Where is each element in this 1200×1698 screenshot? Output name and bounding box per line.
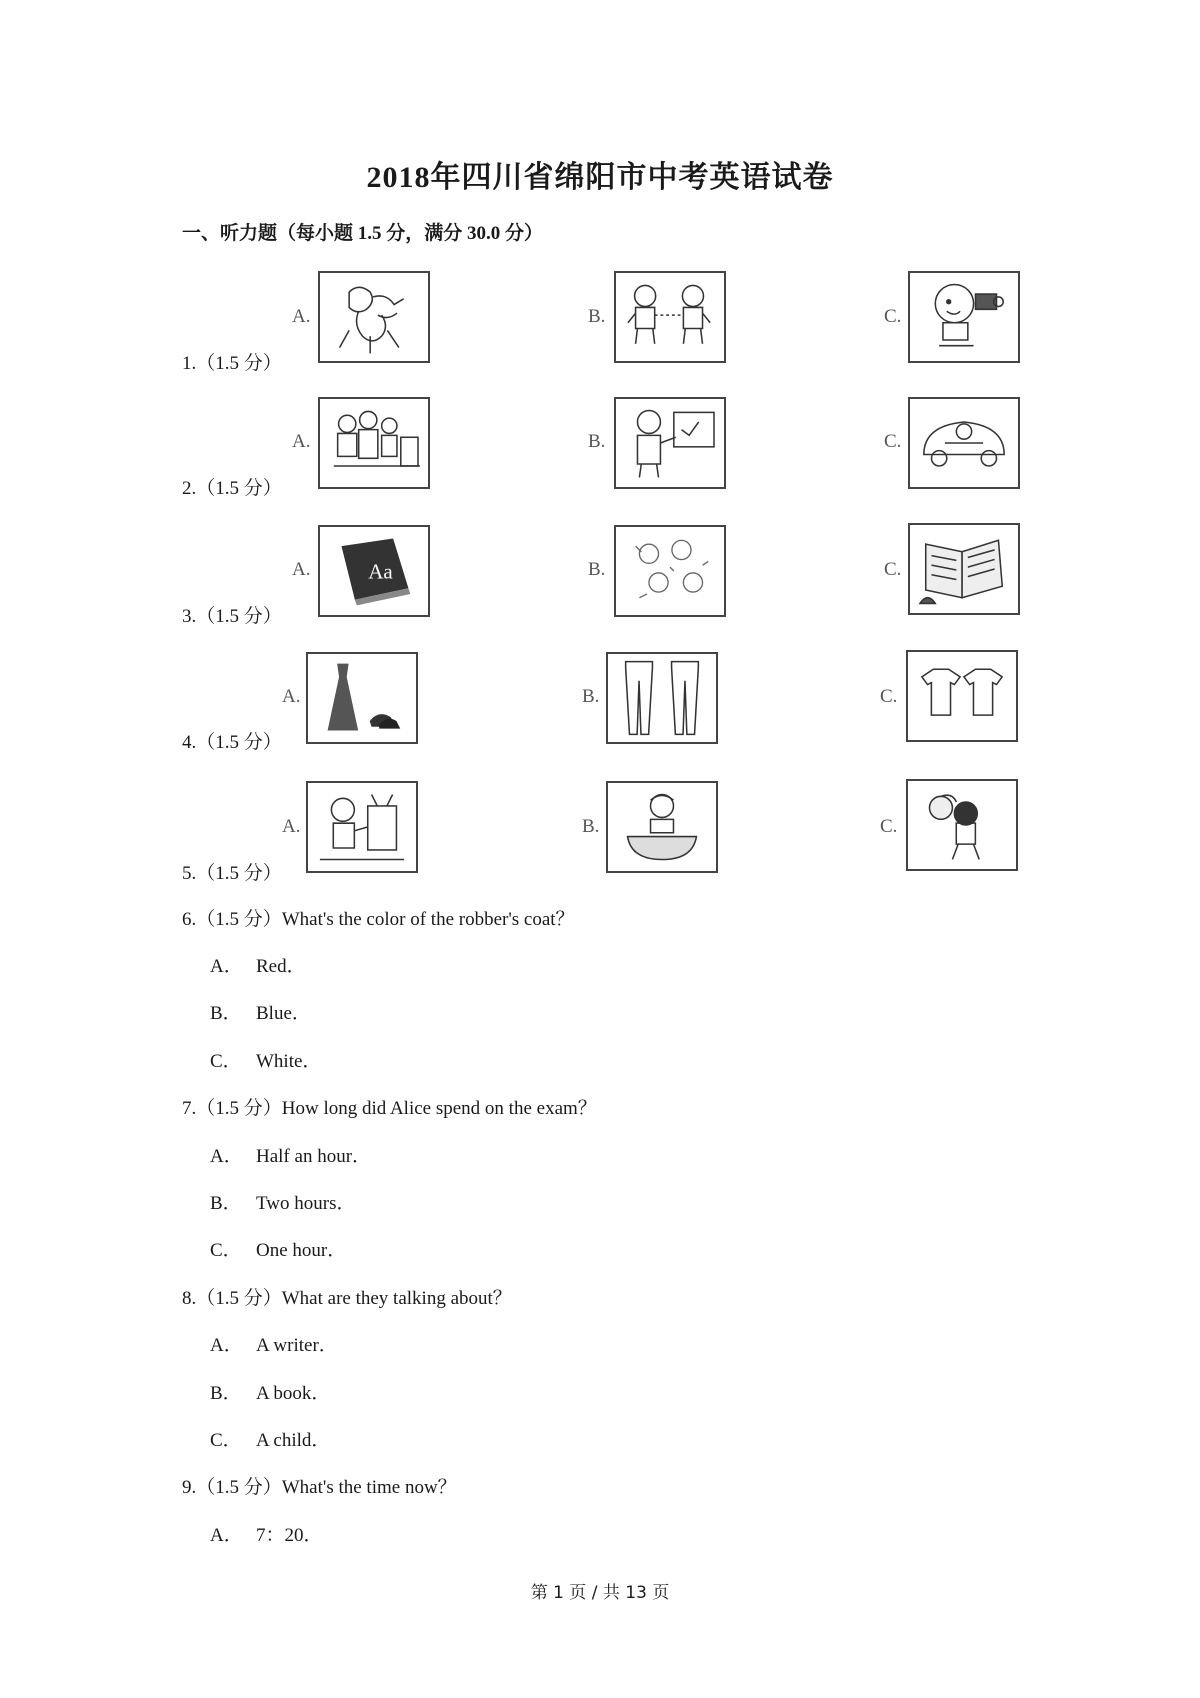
q9-choice-a[interactable] <box>210 1520 323 1547</box>
choice-letter: B． <box>210 1383 242 1404</box>
girl-volleyball-icon[interactable] <box>906 779 1018 871</box>
q7-choice-c[interactable] <box>210 1235 346 1262</box>
q5-option-b-letter: B. <box>582 816 600 837</box>
choice-text: Red． <box>256 956 306 977</box>
dress-shoes-icon[interactable] <box>306 652 418 744</box>
question-2-number: 2.（1.5 分） <box>182 478 282 499</box>
question-8: 8.（1.5 分）What are they talking about？ <box>182 1288 512 1309</box>
choice-text: Two hours． <box>256 1193 356 1214</box>
choice-letter: C． <box>210 1430 242 1451</box>
choice-text: Half an hour． <box>256 1146 372 1167</box>
choice-letter: C． <box>210 1051 242 1072</box>
q4-option-c-letter: C. <box>880 686 898 707</box>
q3-option-b-letter: B. <box>588 559 606 580</box>
question-5-number: 5.（1.5 分） <box>182 863 282 884</box>
q8-choice-c[interactable] <box>210 1425 330 1452</box>
q6-choice-b[interactable] <box>210 998 311 1025</box>
q1-option-b-letter: B. <box>588 306 606 327</box>
question-4-number: 4.（1.5 分） <box>182 732 282 753</box>
question-6: 6.（1.5 分）What's the color of the robber's coat？ <box>182 909 575 930</box>
choice-letter: A． <box>210 1335 243 1356</box>
q8-choice-b[interactable] <box>210 1378 330 1405</box>
q4-option-a-letter: A. <box>282 686 301 707</box>
q5-option-c-letter: C. <box>880 816 898 837</box>
choice-text: One hour． <box>256 1240 347 1261</box>
car-driver-icon[interactable] <box>908 397 1020 489</box>
choice-text: Blue． <box>256 1003 311 1024</box>
q7-choice-b[interactable] <box>210 1188 355 1215</box>
family-gift-icon[interactable] <box>318 397 430 489</box>
dictionary-icon[interactable] <box>318 525 430 617</box>
teacher-board-icon[interactable] <box>614 397 726 489</box>
choice-text: White． <box>256 1051 322 1072</box>
handshake-sketch-icon[interactable] <box>318 271 430 363</box>
q1-option-a-letter: A. <box>292 306 311 327</box>
choice-text: A writer． <box>256 1335 338 1356</box>
q2-option-a-letter: A. <box>292 431 311 452</box>
q3-option-a-letter: A. <box>292 559 311 580</box>
boy-washing-icon[interactable] <box>606 781 718 873</box>
question-1-number: 1.（1.5 分） <box>182 353 282 374</box>
choice-letter: C． <box>210 1240 242 1261</box>
choice-text: 7：20． <box>256 1525 323 1546</box>
question-9: 9.（1.5 分）What's the time now？ <box>182 1477 457 1498</box>
q1-option-c-letter: C. <box>884 306 902 327</box>
trousers-icon[interactable] <box>606 652 718 744</box>
two-kids-icon[interactable] <box>614 271 726 363</box>
girl-tv-icon[interactable] <box>306 781 418 873</box>
q4-option-b-letter: B. <box>582 686 600 707</box>
q2-option-b-letter: B. <box>588 431 606 452</box>
choice-letter: B． <box>210 1193 242 1214</box>
q2-option-c-letter: C. <box>884 431 902 452</box>
choice-letter: A． <box>210 1525 243 1546</box>
question-3-number: 3.（1.5 分） <box>182 606 282 627</box>
page-footer: 第 1 页 / 共 13 页 <box>530 1583 670 1603</box>
question-7: 7.（1.5 分）How long did Alice spend on the exam？ <box>182 1098 597 1119</box>
open-book-icon[interactable] <box>908 523 1020 615</box>
q3-option-c-letter: C. <box>884 559 902 580</box>
choice-text: A child． <box>256 1430 331 1451</box>
boy-camera-icon[interactable] <box>908 271 1020 363</box>
q6-choice-a[interactable] <box>210 951 306 978</box>
flowers-icon[interactable] <box>614 525 726 617</box>
section-heading: 一、听力题（每小题 1.5 分，满分 30.0 分） <box>182 223 544 244</box>
q6-choice-c[interactable] <box>210 1046 321 1073</box>
choice-letter: B． <box>210 1003 242 1024</box>
choice-letter: A． <box>210 1146 243 1167</box>
dictionary-label: Aa <box>368 559 393 584</box>
q7-choice-a[interactable] <box>210 1141 371 1168</box>
choice-letter: A． <box>210 956 243 977</box>
tshirts-icon[interactable] <box>906 650 1018 742</box>
q8-choice-a[interactable] <box>210 1330 338 1357</box>
q5-option-a-letter: A. <box>282 816 301 837</box>
choice-text: A book． <box>256 1383 331 1404</box>
page-title: 2018年四川省绵阳市中考英语试卷 <box>366 161 834 194</box>
